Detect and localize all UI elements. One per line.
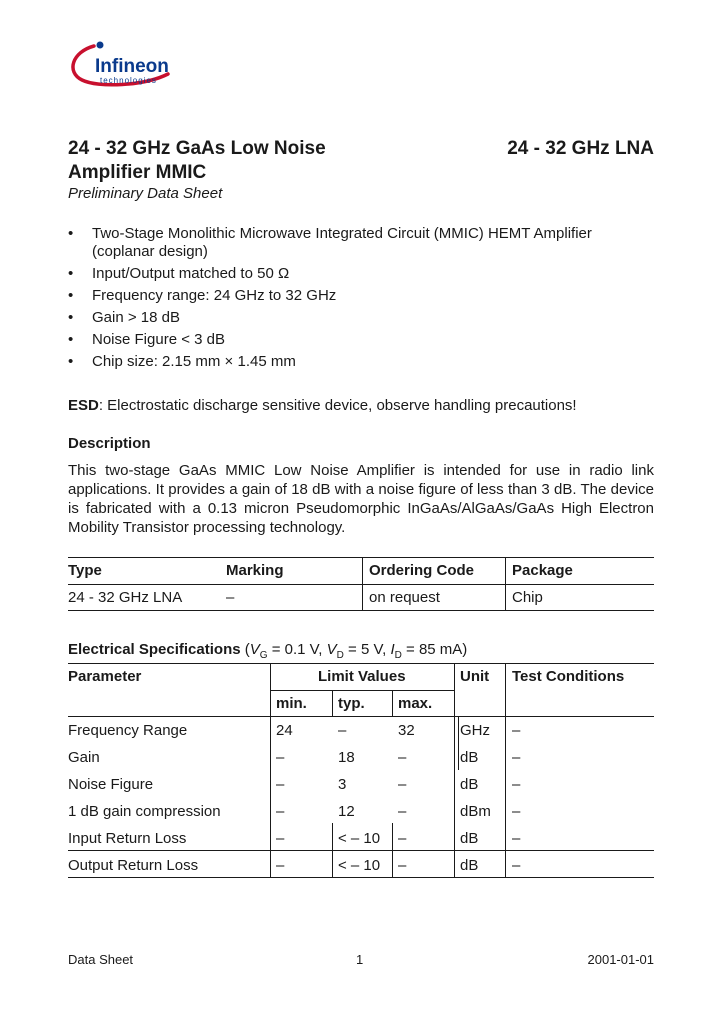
feature-item: • Two-Stage Monolithic Microwave Integrated Circuit (MMIC) HEMT Amplifier (coplanar design) [68, 225, 628, 261]
spec-header-test-conditions: Test Conditions [512, 668, 625, 685]
specs-title-label: Electrical Specifications [68, 641, 241, 658]
feature-item: • Input/Output matched to 50 Ω [68, 263, 628, 285]
description-text: This two-stage GaAs MMIC Low Noise Amplifier is intended for use in radio link applications. It provides a gain of 18 dB with a noise figure of less than 3 dB. The device is fabricated with a 0.13 micron Pseudomorphic InGaAs/AlGaAs/GaAs High Electron Mobility Transistor processing technology. [68, 462, 654, 536]
ordering-header-package: Package [512, 562, 573, 579]
description-heading: Description [68, 435, 151, 452]
ordering-marking: – [226, 589, 235, 606]
feature-item: • Gain > 18 dB [68, 307, 628, 329]
ordering-type: 24 - 32 GHz LNA [68, 589, 183, 606]
subtitle: Preliminary Data Sheet [68, 185, 223, 202]
title-line-2: Amplifier MMIC [68, 162, 207, 183]
feature-item: • Noise Figure < 3 dB [68, 329, 628, 351]
spec-header-unit: Unit [460, 668, 490, 685]
ordering-code: on request [369, 589, 440, 606]
spec-header-max: max. [398, 695, 433, 712]
title-line-1: 24 - 32 GHz GaAs Low Noise [68, 138, 326, 159]
esd-text: : Electrostatic discharge sensitive device, observe handling precautions! [98, 397, 577, 414]
footer-page-number: 1 [356, 952, 364, 967]
esd-notice [68, 397, 577, 414]
spec-header-limit-values: Limit Values [318, 668, 406, 685]
ordering-header-marking: Marking [226, 562, 284, 579]
feature-item: • Frequency range: 24 GHz to 32 GHz [68, 285, 628, 307]
logo-tagline: technologies [100, 76, 157, 85]
footer-doc-type: Data Sheet [68, 952, 134, 967]
ordering-header-type: Type [68, 562, 102, 579]
spec-header-typ: typ. [338, 695, 365, 712]
product-name: 24 - 32 GHz LNA [507, 138, 654, 159]
feature-item: • Chip size: 2.15 mm × 1.45 mm [68, 351, 628, 373]
spec-header-min: min. [276, 695, 307, 712]
footer-date: 2001-01-01 [587, 952, 654, 967]
ordering-package: Chip [512, 589, 543, 606]
feature-list [68, 225, 628, 373]
logo-brand: Infineon [95, 56, 169, 77]
esd-label: ESD [68, 397, 99, 414]
page-title [68, 137, 326, 185]
specs-title: Electrical Specifications ($V_G = 0.1$ V, $V_D = 5$ V, $I_D = 85$ mA) [68, 641, 468, 661]
ordering-header-code: Ordering Code [369, 562, 475, 579]
spec-header-parameter: Parameter [68, 668, 142, 685]
infineon-logo [64, 38, 184, 96]
